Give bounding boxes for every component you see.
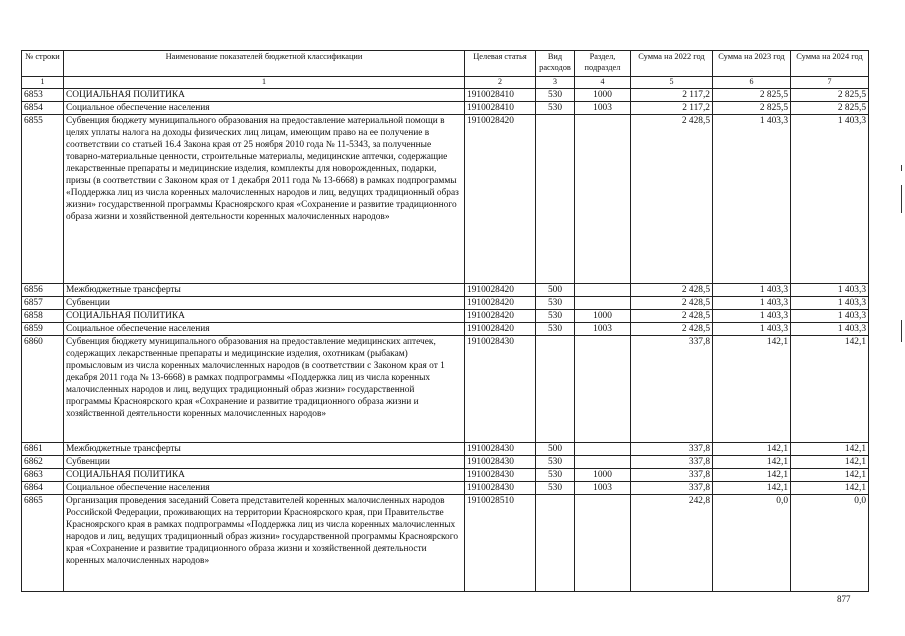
sum-2023-cell: 142,1 bbox=[713, 456, 791, 469]
sum-2022-cell: 242,8 bbox=[631, 495, 713, 592]
column-number: 1 bbox=[64, 77, 465, 89]
sum-2023-cell: 1 403,3 bbox=[713, 323, 791, 336]
sum-2024-cell: 2 825,5 bbox=[791, 89, 869, 102]
sum-2022-cell: 2 117,2 bbox=[631, 102, 713, 115]
target-article-cell: 1910028430 bbox=[465, 456, 536, 469]
row-name: Субвенция бюджету муниципального образования на предоставление медицинских аптечек, содержащих лекарственные препараты и медицинские изделия, охотникам (рыбакам) промысловым из числа коренных малочисленных народов (в соответствии с Законом края от 1 декабря 2011 года № 13-6668) в рамках подпрограммы «Поддержка лиц из числа коренных малочисленных народов и лиц, ведущих традиционный образ жизни» государственной программы Красноярского края «Сохранение и развитие традиционного образа жизни и хозяйственной деятельности коренных малочисленных народов» bbox=[64, 336, 465, 443]
target-article-cell: 1910028430 bbox=[465, 443, 536, 456]
sum-2024-cell: 142,1 bbox=[791, 469, 869, 482]
sum-2022-cell: 2 428,5 bbox=[631, 310, 713, 323]
section-cell bbox=[575, 297, 631, 310]
sum-2023-cell: 142,1 bbox=[713, 336, 791, 443]
column-number: 4 bbox=[575, 77, 631, 89]
table-row bbox=[22, 495, 869, 592]
target-article-cell: 1910028410 bbox=[465, 89, 536, 102]
expense-type-cell: 500 bbox=[536, 284, 575, 297]
column-number: 7 bbox=[791, 77, 869, 89]
sum-2022-cell: 2 428,5 bbox=[631, 115, 713, 284]
sum-2024-cell: 142,1 bbox=[791, 482, 869, 495]
row-number: 6863 bbox=[22, 469, 64, 482]
column-number: 5 bbox=[631, 77, 713, 89]
row-number: 6855 bbox=[22, 115, 64, 284]
row-name: Организация проведения заседаний Совета представителей коренных малочисленных народов Российской Федерации, проживающих на территории Красноярского края, при Правительстве Красноярского края в рамках подпрограммы «Поддержка лиц из числа коренных малочисленных народов и лиц, ведущих традиционный образ жизни» государственной программы Красноярского края «Сохранение и развитие традиционного образа жизни и хозяйственной деятельности коренных малочисленных народов» bbox=[64, 495, 465, 592]
header-sum-2024: Сумма на 2024 год bbox=[791, 51, 869, 77]
sum-2023-cell: 0,0 bbox=[713, 495, 791, 592]
header-target-article: Целевая статья bbox=[465, 51, 536, 77]
sum-2022-cell: 337,8 bbox=[631, 469, 713, 482]
sum-2023-cell: 2 825,5 bbox=[713, 89, 791, 102]
target-article-cell: 1910028420 bbox=[465, 310, 536, 323]
row-number: 6856 bbox=[22, 284, 64, 297]
section-cell: 1003 bbox=[575, 323, 631, 336]
expense-type-cell: 530 bbox=[536, 310, 575, 323]
section-cell bbox=[575, 115, 631, 284]
row-number: 6859 bbox=[22, 323, 64, 336]
column-number: 2 bbox=[465, 77, 536, 89]
table-row bbox=[22, 102, 869, 115]
sum-2024-cell: 1 403,3 bbox=[791, 310, 869, 323]
sum-2024-cell: 1 403,3 bbox=[791, 297, 869, 310]
sum-2022-cell: 337,8 bbox=[631, 336, 713, 443]
sum-2023-cell: 2 825,5 bbox=[713, 102, 791, 115]
row-name: Социальное обеспечение населения bbox=[64, 323, 465, 336]
page-number: 877 bbox=[837, 594, 851, 604]
sum-2022-cell: 2 428,5 bbox=[631, 323, 713, 336]
row-name: Субвенции bbox=[64, 456, 465, 469]
header-section: Раздел, подраздел bbox=[575, 51, 631, 77]
expense-type-cell: 530 bbox=[536, 469, 575, 482]
table-row bbox=[22, 310, 869, 323]
header-sum-2022: Сумма на 2022 год bbox=[631, 51, 713, 77]
sum-2022-cell: 2 428,5 bbox=[631, 297, 713, 310]
row-name: Межбюджетные трансферты bbox=[64, 284, 465, 297]
row-number: 6858 bbox=[22, 310, 64, 323]
expense-type-cell bbox=[536, 336, 575, 443]
sum-2024-cell: 1 403,3 bbox=[791, 284, 869, 297]
row-name: Субвенция бюджету муниципального образования на предоставление материальной помощи в целях уплаты налога на доходы физических лиц лицам, имеющим право на ее получение в соответствии со статьей 16.4 Закона края от 25 ноября 2010 года № 11-5343, за полученные товарно-материальные ценности, строительные материалы, медицинские аптечки, содержащие лекарственные препараты и медицинские изделия, комплекты для новорожденных, подарки, призы (в соответствии с Законом края от 1 декабря 2011 года № 13-6668) в рамках подпрограммы «Поддержка лиц из числа коренных малочисленных народов и лиц, ведущих традиционный образ жизни» государственной программы Красноярского края «Сохранение и развитие традиционного образа жизни и хозяйственной деятельности коренных малочисленных народов» bbox=[64, 115, 465, 284]
column-number-row bbox=[22, 77, 869, 89]
header-row bbox=[22, 51, 869, 77]
sum-2024-cell: 2 825,5 bbox=[791, 102, 869, 115]
sum-2022-cell: 2 117,2 bbox=[631, 89, 713, 102]
section-cell bbox=[575, 443, 631, 456]
sum-2024-cell: 142,1 bbox=[791, 336, 869, 443]
header-name: Наименование показателей бюджетной классификации bbox=[64, 51, 465, 77]
expense-type-cell: 530 bbox=[536, 482, 575, 495]
target-article-cell: 1910028420 bbox=[465, 323, 536, 336]
table-row bbox=[22, 284, 869, 297]
section-cell: 1003 bbox=[575, 102, 631, 115]
scan-mark bbox=[901, 320, 902, 342]
row-name: СОЦИАЛЬНАЯ ПОЛИТИКА bbox=[64, 469, 465, 482]
column-number: 1 bbox=[22, 77, 64, 89]
table-row bbox=[22, 456, 869, 469]
sum-2023-cell: 1 403,3 bbox=[713, 284, 791, 297]
sum-2024-cell: 1 403,3 bbox=[791, 115, 869, 284]
target-article-cell: 1910028510 bbox=[465, 495, 536, 592]
table-row bbox=[22, 89, 869, 102]
header-expense-type: Вид расходов bbox=[536, 51, 575, 77]
table-row bbox=[22, 336, 869, 443]
header-sum-2023: Сумма на 2023 год bbox=[713, 51, 791, 77]
expense-type-cell bbox=[536, 495, 575, 592]
table-row bbox=[22, 297, 869, 310]
sum-2023-cell: 1 403,3 bbox=[713, 310, 791, 323]
target-article-cell: 1910028420 bbox=[465, 115, 536, 284]
expense-type-cell: 530 bbox=[536, 323, 575, 336]
row-name: СОЦИАЛЬНАЯ ПОЛИТИКА bbox=[64, 310, 465, 323]
section-cell: 1000 bbox=[575, 310, 631, 323]
header-row-no: № строки bbox=[22, 51, 64, 77]
sum-2022-cell: 2 428,5 bbox=[631, 284, 713, 297]
row-name: Социальное обеспечение населения bbox=[64, 482, 465, 495]
expense-type-cell: 530 bbox=[536, 456, 575, 469]
sum-2024-cell: 1 403,3 bbox=[791, 323, 869, 336]
row-number: 6854 bbox=[22, 102, 64, 115]
row-number: 6864 bbox=[22, 482, 64, 495]
row-number: 6861 bbox=[22, 443, 64, 456]
sum-2023-cell: 142,1 bbox=[713, 482, 791, 495]
section-cell bbox=[575, 284, 631, 297]
row-name: Межбюджетные трансферты bbox=[64, 443, 465, 456]
expense-type-cell bbox=[536, 115, 575, 284]
target-article-cell: 1910028410 bbox=[465, 102, 536, 115]
scan-mark bbox=[901, 185, 902, 213]
scan-mark bbox=[901, 165, 902, 171]
table-row bbox=[22, 115, 869, 284]
section-cell bbox=[575, 456, 631, 469]
sum-2023-cell: 142,1 bbox=[713, 443, 791, 456]
target-article-cell: 1910028430 bbox=[465, 336, 536, 443]
expense-type-cell: 530 bbox=[536, 89, 575, 102]
expense-type-cell: 530 bbox=[536, 297, 575, 310]
target-article-cell: 1910028420 bbox=[465, 297, 536, 310]
row-number: 6853 bbox=[22, 89, 64, 102]
budget-table bbox=[21, 50, 869, 592]
row-name: СОЦИАЛЬНАЯ ПОЛИТИКА bbox=[64, 89, 465, 102]
row-name: Социальное обеспечение населения bbox=[64, 102, 465, 115]
column-number: 6 bbox=[713, 77, 791, 89]
target-article-cell: 1910028430 bbox=[465, 469, 536, 482]
section-cell: 1000 bbox=[575, 89, 631, 102]
sum-2022-cell: 337,8 bbox=[631, 443, 713, 456]
section-cell: 1003 bbox=[575, 482, 631, 495]
expense-type-cell: 500 bbox=[536, 443, 575, 456]
row-number: 6860 bbox=[22, 336, 64, 443]
sum-2024-cell: 142,1 bbox=[791, 443, 869, 456]
row-name: Субвенции bbox=[64, 297, 465, 310]
section-cell bbox=[575, 336, 631, 443]
sum-2023-cell: 1 403,3 bbox=[713, 115, 791, 284]
sum-2023-cell: 142,1 bbox=[713, 469, 791, 482]
table-row bbox=[22, 443, 869, 456]
sum-2023-cell: 1 403,3 bbox=[713, 297, 791, 310]
expense-type-cell: 530 bbox=[536, 102, 575, 115]
table-row bbox=[22, 323, 869, 336]
sum-2024-cell: 0,0 bbox=[791, 495, 869, 592]
target-article-cell: 1910028420 bbox=[465, 284, 536, 297]
table-row bbox=[22, 469, 869, 482]
row-number: 6865 bbox=[22, 495, 64, 592]
sum-2022-cell: 337,8 bbox=[631, 456, 713, 469]
sum-2024-cell: 142,1 bbox=[791, 456, 869, 469]
row-number: 6862 bbox=[22, 456, 64, 469]
sum-2022-cell: 337,8 bbox=[631, 482, 713, 495]
section-cell bbox=[575, 495, 631, 592]
column-number: 3 bbox=[536, 77, 575, 89]
target-article-cell: 1910028430 bbox=[465, 482, 536, 495]
section-cell: 1000 bbox=[575, 469, 631, 482]
row-number: 6857 bbox=[22, 297, 64, 310]
table-row bbox=[22, 482, 869, 495]
